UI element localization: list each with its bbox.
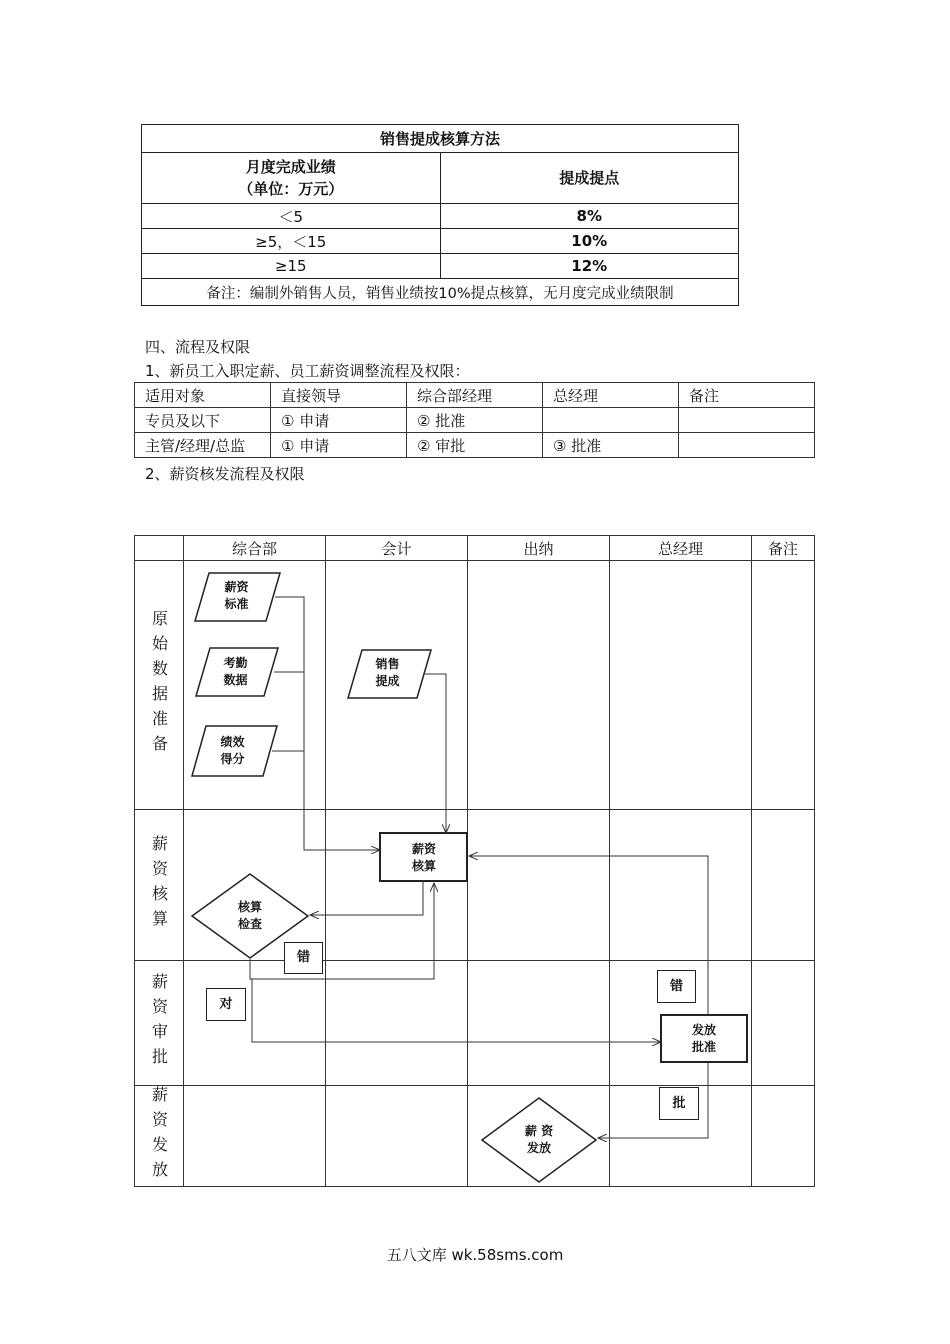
approval-cell: ② 审批 bbox=[407, 433, 543, 458]
approval-header: 直接领导 bbox=[271, 383, 407, 408]
approval-cell bbox=[543, 408, 679, 433]
approval-cell: ② 批准 bbox=[407, 408, 543, 433]
flowchart-col-header: 出纳 bbox=[468, 536, 610, 561]
attendance-data-node: 考勤 数据 bbox=[223, 656, 248, 687]
commission-table bbox=[141, 124, 739, 306]
right-label: 对 bbox=[206, 988, 246, 1021]
commission-rate-cell: 12% bbox=[440, 254, 739, 279]
flowchart-row-header: 薪资核算 bbox=[135, 810, 184, 961]
calc-check-node: 核算 检查 bbox=[237, 900, 262, 931]
commission-col1-header: 月度完成业绩 （单位：万元） bbox=[142, 153, 441, 204]
approve-label: 批 bbox=[659, 1087, 699, 1120]
flowchart-col-header: 综合部 bbox=[184, 536, 326, 561]
salary-standard-node: 薪资 标准 bbox=[224, 580, 249, 611]
commission-range-cell: ＜5 bbox=[142, 204, 441, 229]
approval-cell: ③ 批准 bbox=[543, 433, 679, 458]
wrong-label-1: 错 bbox=[284, 942, 323, 974]
approval-cell: 专员及以下 bbox=[135, 408, 271, 433]
performance-score-node: 绩效 得分 bbox=[220, 735, 245, 766]
flowchart-col-header: 总经理 bbox=[610, 536, 752, 561]
approve-release-node: 发放 批准 bbox=[691, 1023, 716, 1054]
approval-header: 适用对象 bbox=[135, 383, 271, 408]
commission-col2-header: 提成提点 bbox=[440, 153, 739, 204]
flowchart-shapes bbox=[134, 535, 815, 1186]
arrow-line bbox=[425, 674, 446, 833]
commission-range-cell: ≥5，＜15 bbox=[142, 229, 441, 254]
approval-header: 总经理 bbox=[543, 383, 679, 408]
commission-range-cell: ≥15 bbox=[142, 254, 441, 279]
sales-commission-node: 销售 提成 bbox=[375, 657, 400, 688]
flowchart-row-header: 薪资审批 bbox=[135, 961, 184, 1086]
section4-heading: 四、流程及权限 bbox=[145, 338, 251, 356]
commission-rate-cell: 8% bbox=[440, 204, 739, 229]
approval-cell bbox=[678, 433, 814, 458]
flowchart-row-header: 原始数据准备 bbox=[135, 561, 184, 810]
item2-heading: 2、薪资核发流程及权限 bbox=[145, 465, 305, 483]
item1-heading: 1、新员工入职定薪、员工薪资调整流程及权限： bbox=[145, 362, 470, 380]
footer-watermark: 五八文库 wk.58sms.com bbox=[386, 1246, 564, 1264]
approval-table bbox=[134, 382, 815, 458]
wrong-label-2: 错 bbox=[657, 970, 696, 1003]
approval-cell: 主管/经理/总监 bbox=[135, 433, 271, 458]
approval-cell: ① 申请 bbox=[271, 433, 407, 458]
flowchart-col-header: 会计 bbox=[326, 536, 468, 561]
commission-note: 备注：编制外销售人员，销售业绩按10%提点核算，无月度完成业绩限制 bbox=[142, 279, 739, 306]
commission-rate-cell: 10% bbox=[440, 229, 739, 254]
arrow-line bbox=[252, 979, 661, 1042]
salary-pay-node: 薪 资 发放 bbox=[524, 1124, 554, 1155]
approval-header: 备注 bbox=[678, 383, 814, 408]
arrow-line bbox=[275, 597, 380, 850]
arrow-line bbox=[310, 881, 423, 915]
commission-table-title: 销售提成核算方法 bbox=[142, 125, 739, 153]
salary-flowchart bbox=[134, 535, 815, 1186]
approval-cell bbox=[678, 408, 814, 433]
approval-header: 综合部经理 bbox=[407, 383, 543, 408]
flowchart-row-header: 薪资发放 bbox=[135, 1086, 184, 1187]
approval-cell: ① 申请 bbox=[271, 408, 407, 433]
flowchart-col-header: 备注 bbox=[752, 536, 815, 561]
salary-calc-node: 薪资 核算 bbox=[411, 842, 436, 873]
